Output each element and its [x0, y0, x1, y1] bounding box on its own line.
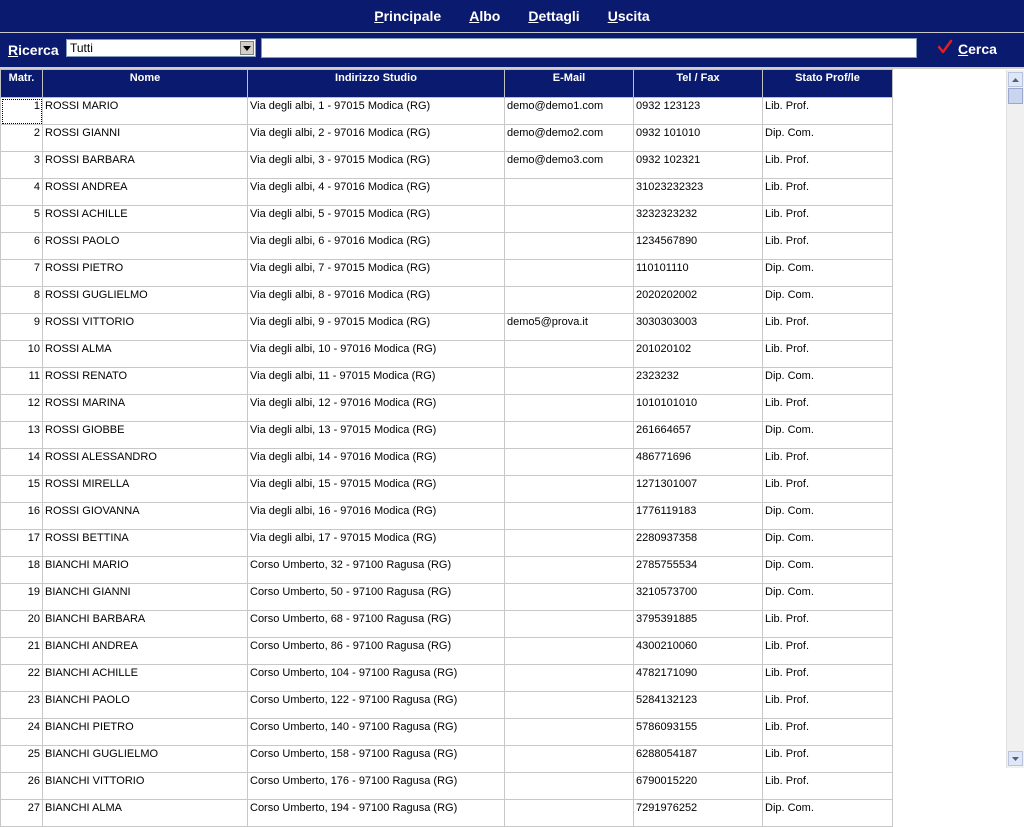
cell-indirizzo[interactable]: Via degli albi, 9 - 97015 Modica (RG): [248, 314, 505, 341]
cell-email[interactable]: [505, 746, 634, 773]
table-row[interactable]: [1, 341, 893, 368]
column-header-nome[interactable]: Nome: [43, 70, 248, 98]
cell-nome[interactable]: BIANCHI ANDREA: [43, 638, 248, 665]
cell-indirizzo[interactable]: Via degli albi, 4 - 97016 Modica (RG): [248, 179, 505, 206]
cell-email[interactable]: [505, 422, 634, 449]
table-row[interactable]: [1, 449, 893, 476]
cell-indirizzo[interactable]: Via degli albi, 17 - 97015 Modica (RG): [248, 530, 505, 557]
filter-select[interactable]: [66, 39, 256, 57]
cell-email[interactable]: demo@demo1.com: [505, 98, 634, 125]
cell-email[interactable]: [505, 287, 634, 314]
cell-stato[interactable]: Lib. Prof.: [763, 179, 893, 206]
cell-nome[interactable]: ROSSI ACHILLE: [43, 206, 248, 233]
cell-stato[interactable]: Dip. Com.: [763, 800, 893, 827]
cell-stato[interactable]: Lib. Prof.: [763, 611, 893, 638]
cell-tel-fax[interactable]: 7291976252: [634, 800, 763, 827]
table-row[interactable]: [1, 530, 893, 557]
filter-select-value: Tutti: [70, 41, 93, 55]
cell-stato[interactable]: Lib. Prof.: [763, 395, 893, 422]
cell-nome[interactable]: BIANCHI GIANNI: [43, 584, 248, 611]
cell-indirizzo[interactable]: Corso Umberto, 50 - 97100 Ragusa (RG): [248, 584, 505, 611]
cell-email[interactable]: [505, 800, 634, 827]
cell-nome[interactable]: ROSSI MIRELLA: [43, 476, 248, 503]
data-grid[interactable]: [0, 69, 1006, 814]
table-row[interactable]: [1, 395, 893, 422]
nav-dettagli-label: ettagli: [538, 8, 580, 24]
cell-indirizzo[interactable]: Corso Umberto, 140 - 97100 Ragusa (RG): [248, 719, 505, 746]
table-row[interactable]: [1, 260, 893, 287]
cell-stato[interactable]: Dip. Com.: [763, 368, 893, 395]
cell-matr[interactable]: 17: [1, 530, 43, 557]
cell-nome[interactable]: BIANCHI MARIO: [43, 557, 248, 584]
cell-tel-fax[interactable]: 5786093155: [634, 719, 763, 746]
cell-indirizzo[interactable]: Corso Umberto, 32 - 97100 Ragusa (RG): [248, 557, 505, 584]
cell-indirizzo[interactable]: Via degli albi, 1 - 97015 Modica (RG): [248, 98, 505, 125]
cell-matr[interactable]: 15: [1, 476, 43, 503]
table-row[interactable]: [1, 800, 893, 827]
table-row[interactable]: [1, 476, 893, 503]
table-body: [1, 98, 893, 827]
cell-indirizzo[interactable]: Via degli albi, 13 - 97015 Modica (RG): [248, 422, 505, 449]
cell-indirizzo[interactable]: Corso Umberto, 104 - 97100 Ragusa (RG): [248, 665, 505, 692]
cell-tel-fax[interactable]: 2280937358: [634, 530, 763, 557]
cell-stato[interactable]: Lib. Prof.: [763, 638, 893, 665]
cell-matr[interactable]: 22: [1, 665, 43, 692]
table-row[interactable]: [1, 503, 893, 530]
nav-uscita[interactable]: [608, 8, 650, 24]
cell-stato[interactable]: Lib. Prof.: [763, 98, 893, 125]
cell-nome[interactable]: ROSSI MARINA: [43, 395, 248, 422]
cell-tel-fax[interactable]: 31023232323: [634, 179, 763, 206]
cell-email[interactable]: [505, 530, 634, 557]
cell-email[interactable]: [505, 773, 634, 800]
cell-indirizzo[interactable]: Via degli albi, 3 - 97015 Modica (RG): [248, 152, 505, 179]
nav-uscita-hotkey: U: [607, 8, 618, 24]
cell-tel-fax[interactable]: 0932 123123: [634, 98, 763, 125]
table-row[interactable]: [1, 638, 893, 665]
cell-tel-fax[interactable]: 6790015220: [634, 773, 763, 800]
table-row[interactable]: [1, 584, 893, 611]
cell-tel-fax[interactable]: 486771696: [634, 449, 763, 476]
table-row[interactable]: [1, 719, 893, 746]
cell-nome[interactable]: ROSSI PIETRO: [43, 260, 248, 287]
cell-email[interactable]: [505, 692, 634, 719]
chevron-down-icon[interactable]: [240, 41, 254, 55]
cerca-label: erca: [968, 40, 997, 57]
cell-matr[interactable]: 20: [1, 611, 43, 638]
cell-indirizzo[interactable]: Via degli albi, 7 - 97015 Modica (RG): [248, 260, 505, 287]
cell-tel-fax[interactable]: 4300210060: [634, 638, 763, 665]
cell-nome[interactable]: ROSSI RENATO: [43, 368, 248, 395]
column-header-matr[interactable]: Matr.: [1, 70, 43, 98]
table-row[interactable]: [1, 665, 893, 692]
cell-email[interactable]: [505, 611, 634, 638]
cell-stato[interactable]: Dip. Com.: [763, 287, 893, 314]
cell-nome[interactable]: ROSSI PAOLO: [43, 233, 248, 260]
vertical-scrollbar[interactable]: [1006, 70, 1024, 768]
cell-nome[interactable]: ROSSI ALESSANDRO: [43, 449, 248, 476]
table-row[interactable]: [1, 557, 893, 584]
table-row[interactable]: [1, 98, 893, 125]
cell-stato[interactable]: Lib. Prof.: [763, 773, 893, 800]
cell-nome[interactable]: ROSSI GIOVANNA: [43, 503, 248, 530]
cell-email[interactable]: [505, 476, 634, 503]
cell-nome[interactable]: ROSSI VITTORIO: [43, 314, 248, 341]
cell-matr[interactable]: 13: [1, 422, 43, 449]
cell-stato[interactable]: Lib. Prof.: [763, 665, 893, 692]
cell-tel-fax[interactable]: 261664657: [634, 422, 763, 449]
cell-stato[interactable]: Lib. Prof.: [763, 449, 893, 476]
cell-stato[interactable]: Lib. Prof.: [763, 206, 893, 233]
cell-matr[interactable]: 27: [1, 800, 43, 827]
cell-tel-fax[interactable]: 2020202002: [634, 287, 763, 314]
cell-stato[interactable]: Lib. Prof.: [763, 746, 893, 773]
nav-dettagli[interactable]: [528, 8, 579, 24]
cell-matr[interactable]: 23: [1, 692, 43, 719]
cell-nome[interactable]: ROSSI BETTINA: [43, 530, 248, 557]
cell-indirizzo[interactable]: Corso Umberto, 194 - 97100 Ragusa (RG): [248, 800, 505, 827]
cell-indirizzo[interactable]: Via degli albi, 14 - 97016 Modica (RG): [248, 449, 505, 476]
cell-email[interactable]: [505, 395, 634, 422]
cell-indirizzo[interactable]: Via degli albi, 6 - 97016 Modica (RG): [248, 233, 505, 260]
cell-nome[interactable]: ROSSI ANDREA: [43, 179, 248, 206]
cell-matr[interactable]: 6: [1, 233, 43, 260]
cell-tel-fax[interactable]: 110101110: [634, 260, 763, 287]
cell-indirizzo[interactable]: Corso Umberto, 158 - 97100 Ragusa (RG): [248, 746, 505, 773]
check-icon: [938, 40, 952, 57]
cell-matr[interactable]: 10: [1, 341, 43, 368]
cell-matr[interactable]: 5: [1, 206, 43, 233]
cell-stato[interactable]: Lib. Prof.: [763, 314, 893, 341]
table-row[interactable]: [1, 206, 893, 233]
table-row[interactable]: [1, 152, 893, 179]
cell-email[interactable]: [505, 449, 634, 476]
cerca-button[interactable]: [938, 40, 997, 57]
cell-stato[interactable]: Dip. Com.: [763, 422, 893, 449]
cell-tel-fax[interactable]: 3795391885: [634, 611, 763, 638]
cell-matr[interactable]: 25: [1, 746, 43, 773]
table-row[interactable]: [1, 287, 893, 314]
cell-stato[interactable]: Dip. Com.: [763, 260, 893, 287]
column-header-tel-fax[interactable]: Tel / Fax: [634, 70, 763, 98]
column-header-stato[interactable]: Stato Prof/le: [763, 70, 893, 98]
cell-matr[interactable]: 7: [1, 260, 43, 287]
cell-email[interactable]: [505, 233, 634, 260]
cell-matr[interactable]: 1: [1, 98, 43, 125]
cell-stato[interactable]: Lib. Prof.: [763, 152, 893, 179]
cell-tel-fax[interactable]: 3030303003: [634, 314, 763, 341]
table-row[interactable]: [1, 314, 893, 341]
cell-stato[interactable]: Dip. Com.: [763, 503, 893, 530]
nav-principale-label: rincipale: [383, 8, 442, 24]
cell-matr[interactable]: 4: [1, 179, 43, 206]
cell-email[interactable]: [505, 638, 634, 665]
cell-indirizzo[interactable]: Corso Umberto, 122 - 97100 Ragusa (RG): [248, 692, 505, 719]
cell-nome[interactable]: BIANCHI VITTORIO: [43, 773, 248, 800]
cerca-hotkey: C: [958, 40, 969, 57]
members-table: [0, 69, 893, 827]
nav-albo-label: lbo: [479, 8, 501, 24]
cell-tel-fax[interactable]: 201020102: [634, 341, 763, 368]
cell-nome[interactable]: ROSSI GIOBBE: [43, 422, 248, 449]
cell-email[interactable]: demo5@prova.it: [505, 314, 634, 341]
cell-tel-fax[interactable]: 0932 102321: [634, 152, 763, 179]
cell-email[interactable]: [505, 260, 634, 287]
cell-nome[interactable]: BIANCHI PIETRO: [43, 719, 248, 746]
table-row[interactable]: [1, 125, 893, 152]
cell-stato[interactable]: Dip. Com.: [763, 125, 893, 152]
cell-email[interactable]: [505, 341, 634, 368]
cell-tel-fax[interactable]: 3210573700: [634, 584, 763, 611]
cell-matr[interactable]: 18: [1, 557, 43, 584]
search-label: [8, 42, 59, 58]
cell-matr[interactable]: 2: [1, 125, 43, 152]
cell-matr[interactable]: 3: [1, 152, 43, 179]
cell-matr[interactable]: 9: [1, 314, 43, 341]
cell-nome[interactable]: ROSSI GUGLIELMO: [43, 287, 248, 314]
cell-matr[interactable]: 19: [1, 584, 43, 611]
cell-nome[interactable]: ROSSI ALMA: [43, 341, 248, 368]
column-header-email[interactable]: E-Mail: [505, 70, 634, 98]
cell-email[interactable]: [505, 368, 634, 395]
table-row[interactable]: [1, 773, 893, 800]
table-row[interactable]: [1, 692, 893, 719]
top-nav-bar: [0, 0, 1024, 33]
cell-nome[interactable]: ROSSI BARBARA: [43, 152, 248, 179]
cell-stato[interactable]: Lib. Prof.: [763, 476, 893, 503]
search-bar: [0, 33, 1024, 69]
cell-matr[interactable]: 11: [1, 368, 43, 395]
cell-tel-fax[interactable]: 1234567890: [634, 233, 763, 260]
cell-tel-fax[interactable]: 1271301007: [634, 476, 763, 503]
table-row[interactable]: [1, 368, 893, 395]
table-row[interactable]: [1, 233, 893, 260]
table-header-row: [1, 70, 893, 98]
nav-dettagli-hotkey: D: [528, 8, 539, 24]
cell-indirizzo[interactable]: Via degli albi, 2 - 97016 Modica (RG): [248, 125, 505, 152]
arrow-down-icon[interactable]: [1008, 751, 1023, 766]
table-row[interactable]: [1, 746, 893, 773]
cell-matr[interactable]: 16: [1, 503, 43, 530]
cell-tel-fax[interactable]: 5284132123: [634, 692, 763, 719]
cell-nome[interactable]: BIANCHI ACHILLE: [43, 665, 248, 692]
cell-tel-fax[interactable]: 4782171090: [634, 665, 763, 692]
cell-stato[interactable]: Lib. Prof.: [763, 719, 893, 746]
arrow-up-icon[interactable]: [1008, 72, 1023, 87]
cell-tel-fax[interactable]: 6288054187: [634, 746, 763, 773]
cell-indirizzo[interactable]: Via degli albi, 5 - 97015 Modica (RG): [248, 206, 505, 233]
cell-tel-fax[interactable]: 2785755534: [634, 557, 763, 584]
cell-matr[interactable]: 14: [1, 449, 43, 476]
cell-email[interactable]: [505, 503, 634, 530]
nav-principale-hotkey: P: [374, 8, 384, 24]
cell-indirizzo[interactable]: Via degli albi, 15 - 97015 Modica (RG): [248, 476, 505, 503]
cell-indirizzo[interactable]: Via degli albi, 12 - 97016 Modica (RG): [248, 395, 505, 422]
cell-stato[interactable]: Dip. Com.: [763, 557, 893, 584]
search-label-text: icerca: [18, 42, 59, 58]
cell-email[interactable]: [505, 206, 634, 233]
cell-email[interactable]: [505, 719, 634, 746]
cell-email[interactable]: [505, 584, 634, 611]
table-row[interactable]: [1, 611, 893, 638]
cell-email[interactable]: [505, 665, 634, 692]
nav-albo[interactable]: [469, 8, 500, 24]
cell-stato[interactable]: Dip. Com.: [763, 530, 893, 557]
cell-tel-fax[interactable]: 1010101010: [634, 395, 763, 422]
search-label-hotkey: R: [8, 42, 19, 58]
cell-nome[interactable]: BIANCHI GUGLIELMO: [43, 746, 248, 773]
cell-email[interactable]: [505, 179, 634, 206]
table-row[interactable]: [1, 422, 893, 449]
cell-nome[interactable]: ROSSI MARIO: [43, 98, 248, 125]
search-input[interactable]: [261, 38, 917, 58]
cell-stato[interactable]: Dip. Com.: [763, 584, 893, 611]
cell-indirizzo[interactable]: Via degli albi, 16 - 97016 Modica (RG): [248, 503, 505, 530]
cell-email[interactable]: demo@demo3.com: [505, 152, 634, 179]
cell-matr[interactable]: 26: [1, 773, 43, 800]
cell-stato[interactable]: Lib. Prof.: [763, 692, 893, 719]
scrollbar-thumb[interactable]: [1008, 88, 1023, 104]
cell-indirizzo[interactable]: Corso Umberto, 176 - 97100 Ragusa (RG): [248, 773, 505, 800]
cell-nome[interactable]: BIANCHI BARBARA: [43, 611, 248, 638]
cell-matr[interactable]: 8: [1, 287, 43, 314]
cell-nome[interactable]: BIANCHI PAOLO: [43, 692, 248, 719]
cell-indirizzo[interactable]: Corso Umberto, 86 - 97100 Ragusa (RG): [248, 638, 505, 665]
cell-matr[interactable]: 24: [1, 719, 43, 746]
cell-indirizzo[interactable]: Corso Umberto, 68 - 97100 Ragusa (RG): [248, 611, 505, 638]
column-header-indirizzo[interactable]: Indirizzo Studio: [248, 70, 505, 98]
cell-tel-fax[interactable]: 0932 101010: [634, 125, 763, 152]
cell-matr[interactable]: 12: [1, 395, 43, 422]
nav-albo-hotkey: A: [469, 8, 480, 24]
cell-indirizzo[interactable]: Via degli albi, 8 - 97016 Modica (RG): [248, 287, 505, 314]
nav-uscita-label: scita: [617, 8, 650, 24]
cell-nome[interactable]: BIANCHI ALMA: [43, 800, 248, 827]
cell-matr[interactable]: 21: [1, 638, 43, 665]
cell-stato[interactable]: Lib. Prof.: [763, 233, 893, 260]
cell-tel-fax[interactable]: 1776119183: [634, 503, 763, 530]
cell-tel-fax[interactable]: 2323232: [634, 368, 763, 395]
table-row[interactable]: [1, 179, 893, 206]
cell-indirizzo[interactable]: Via degli albi, 11 - 97015 Modica (RG): [248, 368, 505, 395]
cell-email[interactable]: demo@demo2.com: [505, 125, 634, 152]
cell-email[interactable]: [505, 557, 634, 584]
cell-nome[interactable]: ROSSI GIANNI: [43, 125, 248, 152]
cell-tel-fax[interactable]: 3232323232: [634, 206, 763, 233]
nav-principale[interactable]: [374, 8, 441, 24]
cell-stato[interactable]: Lib. Prof.: [763, 341, 893, 368]
cell-indirizzo[interactable]: Via degli albi, 10 - 97016 Modica (RG): [248, 341, 505, 368]
